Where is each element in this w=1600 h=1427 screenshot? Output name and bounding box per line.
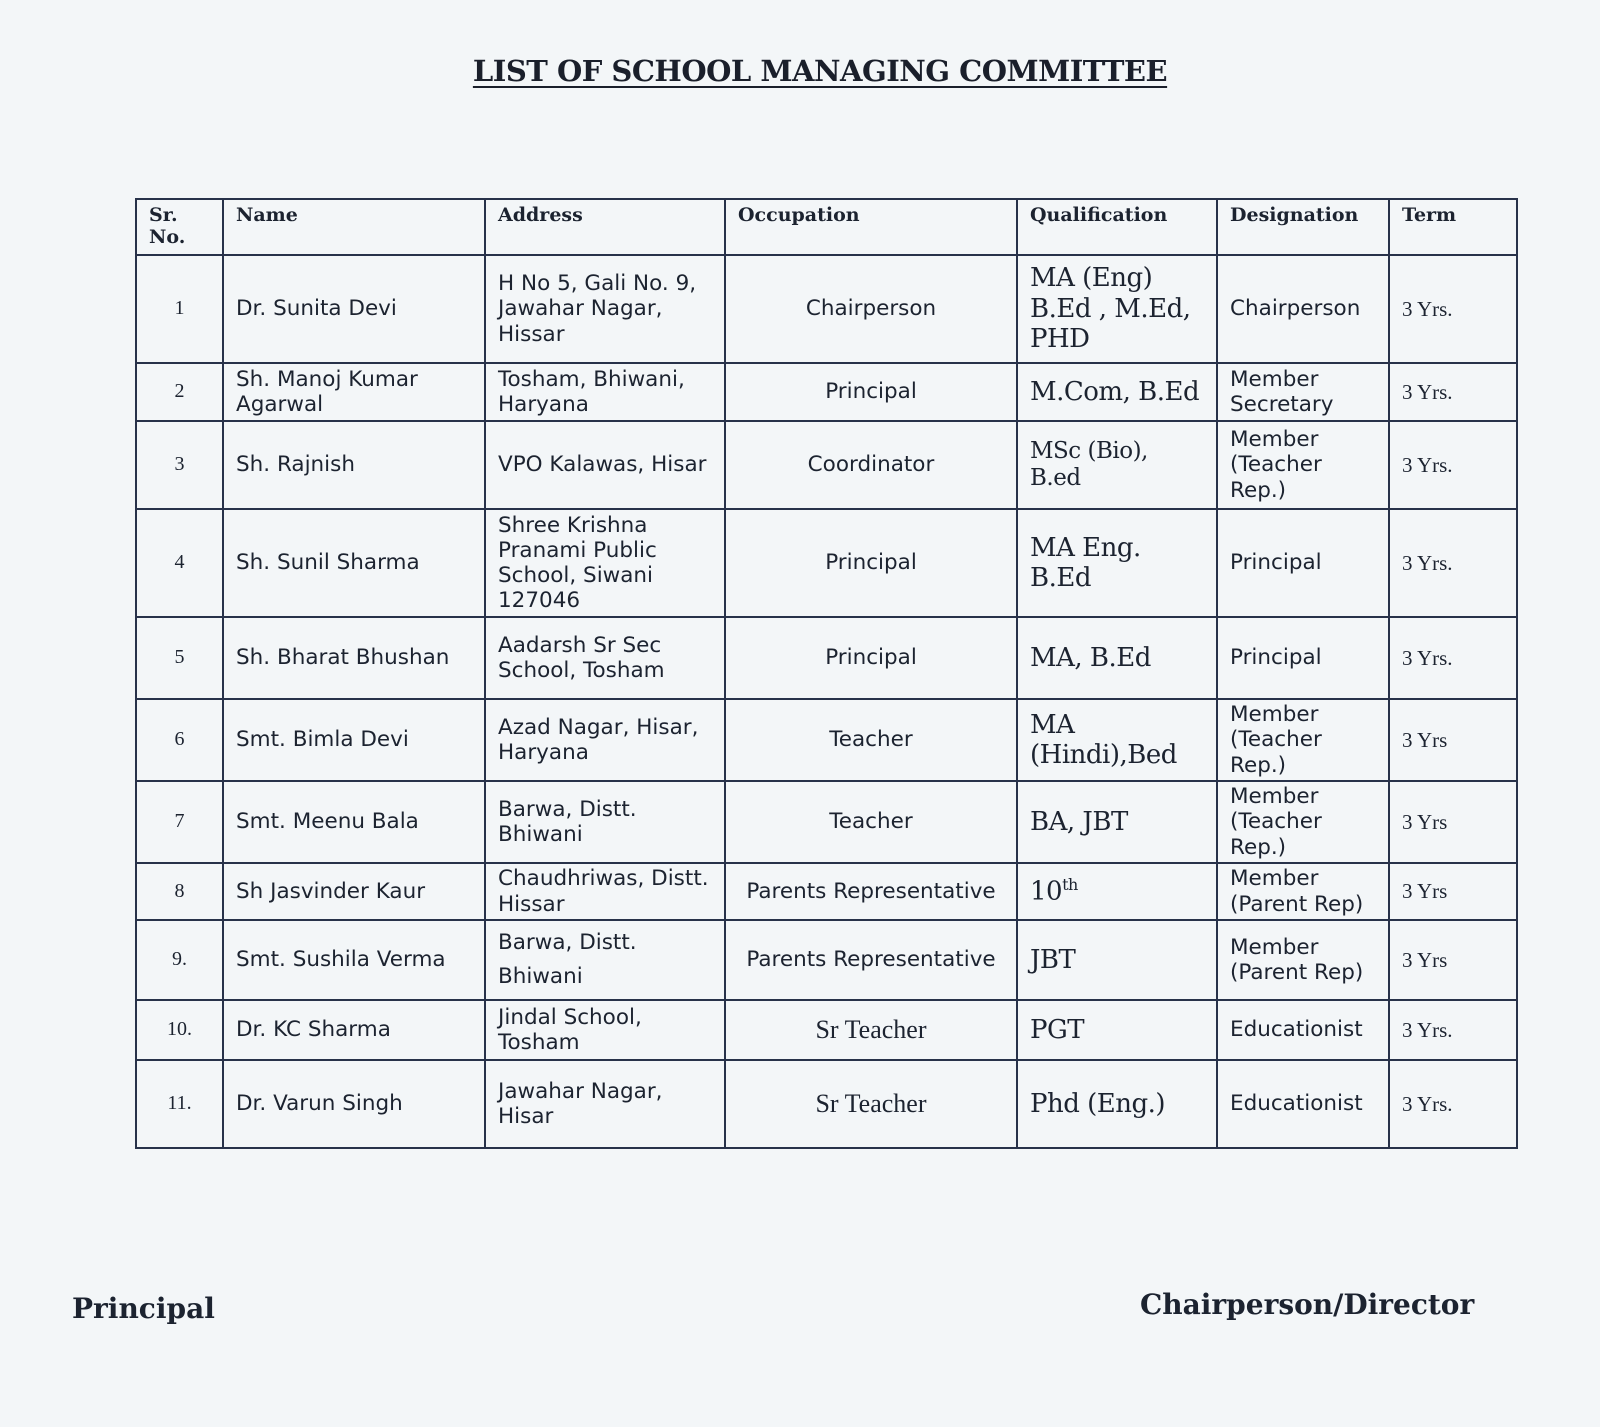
cell-sr-no: 1 bbox=[136, 255, 223, 363]
cell-term: 3 Yrs. bbox=[1389, 1060, 1517, 1148]
cell-address: Aadarsh Sr Sec School, Tosham bbox=[485, 617, 725, 699]
cell-address: H No 5, Gali No. 9, Jawahar Nagar, Hissar bbox=[485, 255, 725, 363]
header-address: Address bbox=[485, 199, 725, 255]
cell-term: 3 Yrs bbox=[1389, 781, 1517, 863]
cell-term: 3 Yrs. bbox=[1389, 255, 1517, 363]
header-designation: Designation bbox=[1217, 199, 1389, 255]
table-row bbox=[136, 1060, 1517, 1148]
cell-term: 3 Yrs. bbox=[1389, 509, 1517, 617]
cell-qualification: MA (Eng) B.Ed , M.Ed, PHD bbox=[1017, 255, 1217, 363]
cell-designation: Member Secretary bbox=[1217, 363, 1389, 421]
cell-sr-no: 5 bbox=[136, 617, 223, 699]
header-occupation: Occupation bbox=[725, 199, 1017, 255]
cell-qualification: BA, JBT bbox=[1017, 781, 1217, 863]
cell-qualification: Phd (Eng.) bbox=[1017, 1060, 1217, 1148]
header-name: Name bbox=[223, 199, 485, 255]
cell-qualification: MA Eng. B.Ed bbox=[1017, 509, 1217, 617]
cell-occupation: Chairperson bbox=[725, 255, 1017, 363]
cell-occupation: Teacher bbox=[725, 781, 1017, 863]
principal-signature-label: Principal bbox=[72, 1292, 215, 1325]
cell-qualification: M.Com, B.Ed bbox=[1017, 363, 1217, 421]
cell-qualification bbox=[1017, 863, 1217, 920]
committee-table bbox=[135, 198, 1518, 1149]
cell-name: Sh. Sunil Sharma bbox=[223, 509, 485, 617]
cell-address: Shree Krishna Pranami Public School, Siwani 127046 bbox=[485, 509, 725, 617]
table-row bbox=[136, 863, 1517, 920]
cell-designation: Member (Parent Rep) bbox=[1217, 920, 1389, 1000]
cell-sr-no: 10. bbox=[136, 1000, 223, 1060]
header-term: Term bbox=[1389, 199, 1517, 255]
cell-sr-no: 3 bbox=[136, 421, 223, 509]
cell-sr-no: 2 bbox=[136, 363, 223, 421]
cell-occupation: Sr Teacher bbox=[725, 1060, 1017, 1148]
cell-term: 3 Yrs bbox=[1389, 920, 1517, 1000]
cell-designation: Educationist bbox=[1217, 1060, 1389, 1148]
cell-address: Chaudhriwas, Distt. Hissar bbox=[485, 863, 725, 920]
cell-sr-no: 4 bbox=[136, 509, 223, 617]
cell-occupation: Coordinator bbox=[725, 421, 1017, 509]
qualification-superscript: th bbox=[1062, 874, 1078, 894]
cell-designation: Member (Teacher Rep.) bbox=[1217, 421, 1389, 509]
cell-address: Tosham, Bhiwani, Haryana bbox=[485, 363, 725, 421]
cell-name: Sh. Manoj Kumar Agarwal bbox=[223, 363, 485, 421]
cell-address: Azad Nagar, Hisar, Haryana bbox=[485, 699, 725, 781]
cell-designation: Member (Teacher Rep.) bbox=[1217, 781, 1389, 863]
cell-address: Barwa, Distt. Bhiwani bbox=[485, 920, 725, 1000]
cell-term: 3 Yrs. bbox=[1389, 363, 1517, 421]
cell-term: 3 Yrs bbox=[1389, 699, 1517, 781]
table-row bbox=[136, 363, 1517, 421]
cell-address: Jawahar Nagar, Hisar bbox=[485, 1060, 725, 1148]
cell-occupation: Principal bbox=[725, 617, 1017, 699]
cell-qualification: MA (Hindi),Bed bbox=[1017, 699, 1217, 781]
cell-occupation: Principal bbox=[725, 509, 1017, 617]
cell-occupation: Teacher bbox=[725, 699, 1017, 781]
header-qualification: Qualification bbox=[1017, 199, 1217, 255]
cell-qualification: MA, B.Ed bbox=[1017, 617, 1217, 699]
cell-designation: Educationist bbox=[1217, 1000, 1389, 1060]
cell-sr-no: 8 bbox=[136, 863, 223, 920]
table-row bbox=[136, 920, 1517, 1000]
cell-address: Jindal School, Tosham bbox=[485, 1000, 725, 1060]
cell-address: Barwa, Distt. Bhiwani bbox=[485, 781, 725, 863]
table-row bbox=[136, 255, 1517, 363]
cell-sr-no: 7 bbox=[136, 781, 223, 863]
chairperson-signature-label: Chairperson/Director bbox=[1140, 1288, 1475, 1321]
cell-term: 3 Yrs. bbox=[1389, 421, 1517, 509]
cell-designation: Member (Parent Rep) bbox=[1217, 863, 1389, 920]
cell-designation: Principal bbox=[1217, 509, 1389, 617]
qualification-text: 10 bbox=[1030, 876, 1063, 907]
cell-name: Smt. Meenu Bala bbox=[223, 781, 485, 863]
cell-occupation: Parents Representative bbox=[725, 863, 1017, 920]
header-sr-no: Sr. No. bbox=[136, 199, 223, 255]
cell-name: Dr. Varun Singh bbox=[223, 1060, 485, 1148]
cell-designation: Chairperson bbox=[1217, 255, 1389, 363]
cell-term: 3 Yrs bbox=[1389, 863, 1517, 920]
cell-term: 3 Yrs. bbox=[1389, 1000, 1517, 1060]
cell-sr-no: 9. bbox=[136, 920, 223, 1000]
cell-qualification: PGT bbox=[1017, 1000, 1217, 1060]
cell-address: VPO Kalawas, Hisar bbox=[485, 421, 725, 509]
table-row bbox=[136, 699, 1517, 781]
cell-occupation: Sr Teacher bbox=[725, 1000, 1017, 1060]
table-header-row bbox=[136, 199, 1517, 255]
cell-occupation: Parents Representative bbox=[725, 920, 1017, 1000]
cell-qualification: MSc (Bio), B.ed bbox=[1017, 421, 1217, 509]
cell-name: Dr. KC Sharma bbox=[223, 1000, 485, 1060]
cell-designation: Principal bbox=[1217, 617, 1389, 699]
cell-sr-no: 6 bbox=[136, 699, 223, 781]
cell-name: Sh Jasvinder Kaur bbox=[223, 863, 485, 920]
table-row bbox=[136, 781, 1517, 863]
cell-designation: Member (Teacher Rep.) bbox=[1217, 699, 1389, 781]
table-row bbox=[136, 1000, 1517, 1060]
cell-name: Smt. Sushila Verma bbox=[223, 920, 485, 1000]
cell-term: 3 Yrs. bbox=[1389, 617, 1517, 699]
table-row bbox=[136, 421, 1517, 509]
cell-qualification: JBT bbox=[1017, 920, 1217, 1000]
table-row bbox=[136, 509, 1517, 617]
cell-name: Sh. Rajnish bbox=[223, 421, 485, 509]
cell-occupation: Principal bbox=[725, 363, 1017, 421]
table-row bbox=[136, 617, 1517, 699]
cell-name: Dr. Sunita Devi bbox=[223, 255, 485, 363]
page-title: LIST OF SCHOOL MANAGING COMMITTEE bbox=[472, 54, 1168, 88]
cell-name: Sh. Bharat Bhushan bbox=[223, 617, 485, 699]
cell-name: Smt. Bimla Devi bbox=[223, 699, 485, 781]
cell-sr-no: 11. bbox=[136, 1060, 223, 1148]
